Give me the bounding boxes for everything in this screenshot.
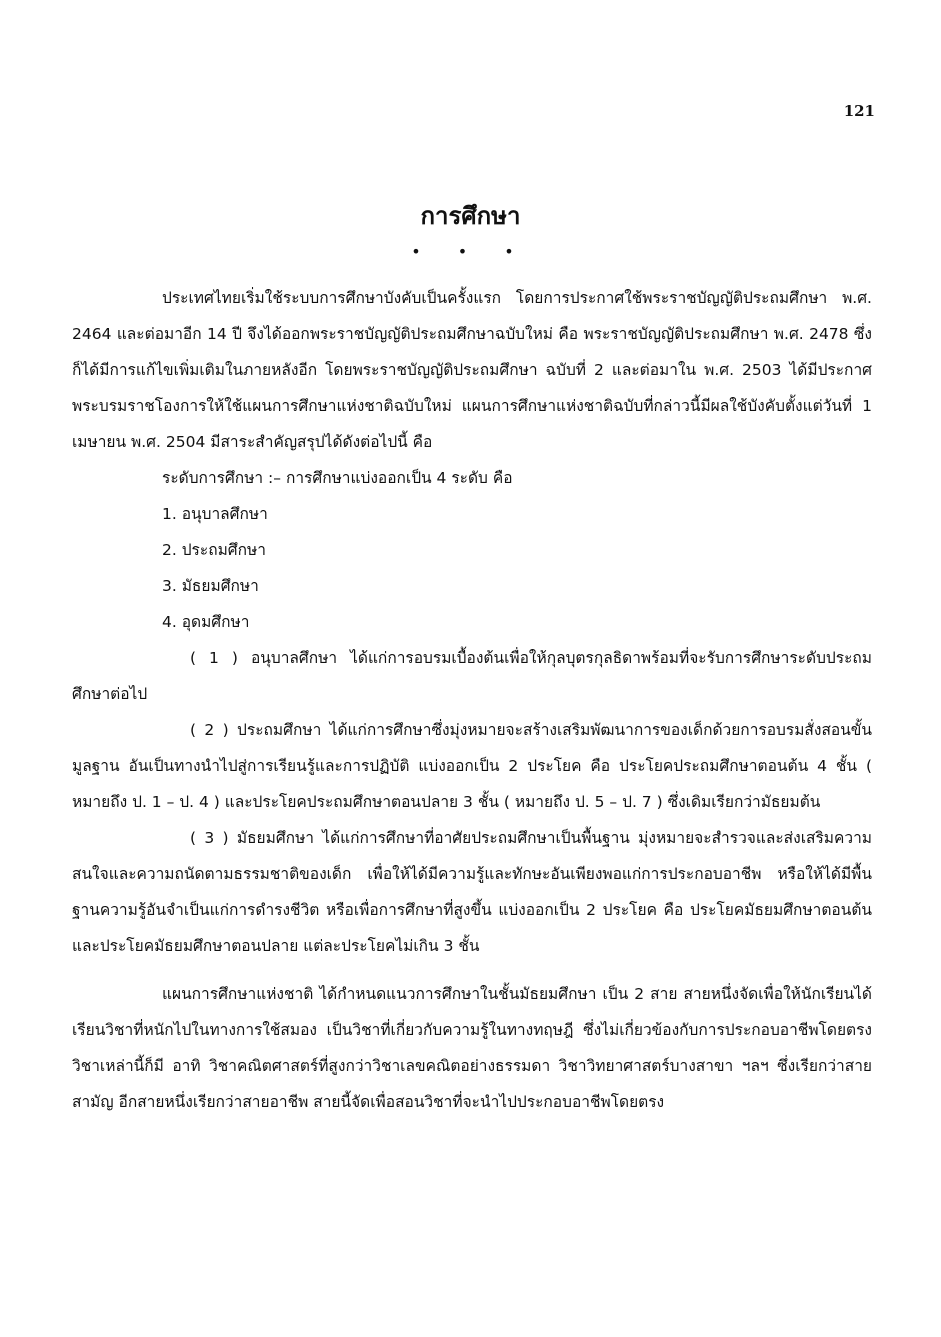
level-item-2: 2. ประถมศึกษา [162,541,266,559]
page-number: 121 [843,102,875,120]
level-item-4: 4. อุดมศึกษา [162,613,250,631]
document-body [72,280,872,1120]
description-kindergarten: ( 1 ) อนุบาลศึกษา ได้แก่การอบรมเบื้องต้นเพื่อให้กุลบุตรกุลธิดาพร้อมที่จะรับการศึกษาระดับประถมศึกษาต่อไป [72,649,872,703]
level-item-1: 1. อนุบาลศึกษา [162,505,268,523]
ornament-divider: • • • [411,242,530,261]
intro-paragraph: ประเทศไทยเริ่มใช้ระบบการศึกษาบังคับเป็นครั้งแรก โดยการประกาศใช้พระราชบัญญัติประถมศึกษา พ.ศ. 2464 และต่อมาอีก 14 ปี จึงได้ออกพระราชบัญญัติประถมศึกษาฉบับใหม่ คือ พระราชบัญญัติประถมศึกษา พ.ศ. 2478 ซึ่งก็ได้มีการแก้ไขเพิ่มเติมในภายหลังอีก โดยพระราชบัญญัติประถมศึกษา ฉบับที่ 2 และต่อมาใน พ.ศ. 2503 ได้มีประกาศพระบรมราชโองการให้ใช้แผนการศึกษาแห่งชาติฉบับใหม่ แผนการศึกษาแห่งชาติฉบับที่กล่าวนี้มีผลใช้บังคับตั้งแต่วันที่ 1 เมษายน พ.ศ. 2504 มีสาระสำคัญสรุปได้ดังต่อไปนี้ คือ [72,289,872,451]
levels-heading: ระดับการศึกษา :– การศึกษาแบ่งออกเป็น 4 ระดับ คือ [162,469,513,487]
level-item-3: 3. มัธยมศึกษา [162,577,259,595]
paragraph-spacer [72,964,872,976]
final-paragraph: แผนการศึกษาแห่งชาติ ได้กำหนดแนวการศึกษาในชั้นมัธยมศึกษา เป็น 2 สาย สายหนึ่งจัดเพื่อให้นักเรียนได้เรียนวิชาที่หนักไปในทางการใช้สมอง เป็นวิชาที่เกี่ยวกับความรู้ในทางทฤษฎี ซึ่งไม่เกี่ยวข้องกับการประกอบอาชีพโดยตรง วิชาเหล่านี้ก็มี อาทิ วิชาคณิตศาสตร์ที่สูงกว่าวิชาเลขคณิตอย่างธรรมดา วิชาวิทยาศาสตร์บางสาขา ฯลฯ ซึ่งเรียกว่าสายสามัญ อีกสายหนึ่งเรียกว่าสายอาชีพ สายนี้จัดเพื่อสอนวิชาที่จะนำไปประกอบอาชีพโดยตรง [72,985,872,1111]
description-secondary: ( 3 ) มัธยมศึกษา ได้แก่การศึกษาที่อาศัยประถมศึกษาเป็นพื้นฐาน มุ่งหมายจะสำรวจและส่งเสริมความสนใจและความถนัดตามธรรมชาติของเด็ก เพื่อให้ได้มีความรู้และทักษะอันเพียงพอแก่การประกอบอาชีพ หรือให้ได้มีพื้นฐานความรู้อันจำเป็นแก่การดำรงชีวิต หรือเพื่อการศึกษาที่สูงขึ้น แบ่งออกเป็น 2 ประโยค คือ ประโยคมัธยมศึกษาตอนต้น และประโยคมัธยมศึกษาตอนปลาย แต่ละประโยคไม่เกิน 3 ชั้น [72,829,872,955]
page-title: การศึกษา [420,202,521,230]
description-primary: ( 2 ) ประถมศึกษา ได้แก่การศึกษาซึ่งมุ่งหมายจะสร้างเสริมพัฒนาการของเด็กด้วยการอบรมสั่งสอนขั้นมูลฐาน อันเป็นทางนำไปสู่การเรียนรู้และการปฏิบัติ แบ่งออกเป็น 2 ประโยค คือ ประโยคประถมศึกษาตอนต้น 4 ชั้น ( หมายถึง ป. 1 – ป. 4 ) และประโยคประถมศึกษาตอนปลาย 3 ชั้น ( หมายถึง ป. 5 – ป. 7 ) ซึ่งเดิมเรียกว่ามัธยมต้น [72,721,872,811]
